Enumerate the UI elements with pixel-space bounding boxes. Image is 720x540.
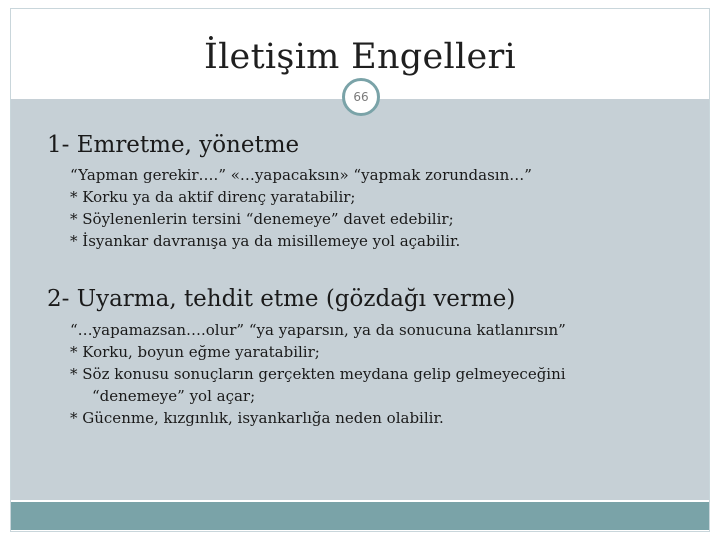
section2-line: “denemeye” yol açar; (92, 387, 256, 405)
section2-lines (70, 319, 566, 429)
page-number-badge (342, 78, 380, 116)
section1-lines (70, 164, 532, 252)
section2-line: * Korku, boyun eğme yaratabilir; (70, 343, 320, 361)
page-number: 66 (353, 90, 369, 104)
section2-heading: 2- Uyarma, tehdit etme (gözdağı verme) (47, 286, 516, 312)
section2-line: * Söz konusu sonuçların gerçekten meydana gelip gelmeyeceğini (70, 365, 566, 383)
section1-line: * Söylenenlerin tersini “denemeye” davet edebilir; (70, 210, 454, 228)
section2-line: “…yapamazsan….olur” “ya yaparsın, ya da sonucuna katlanırsın” (70, 321, 566, 339)
section1-line: “Yapman gerekir….” «…yapacaksın» “yapmak zorundasın…” (70, 166, 532, 184)
section2-line: * Gücenme, kızgınlık, isyankarlığa neden olabilir. (70, 409, 444, 427)
footer-bar (11, 502, 709, 530)
section1-heading: 1- Emretme, yönetme (47, 132, 300, 158)
section1-line: * İsyankar davranışa ya da misillemeye yol açabilir. (70, 232, 461, 250)
slide-title: İletişim Engelleri (203, 37, 517, 77)
section1-line: * Korku ya da aktif direnç yaratabilir; (70, 188, 356, 206)
